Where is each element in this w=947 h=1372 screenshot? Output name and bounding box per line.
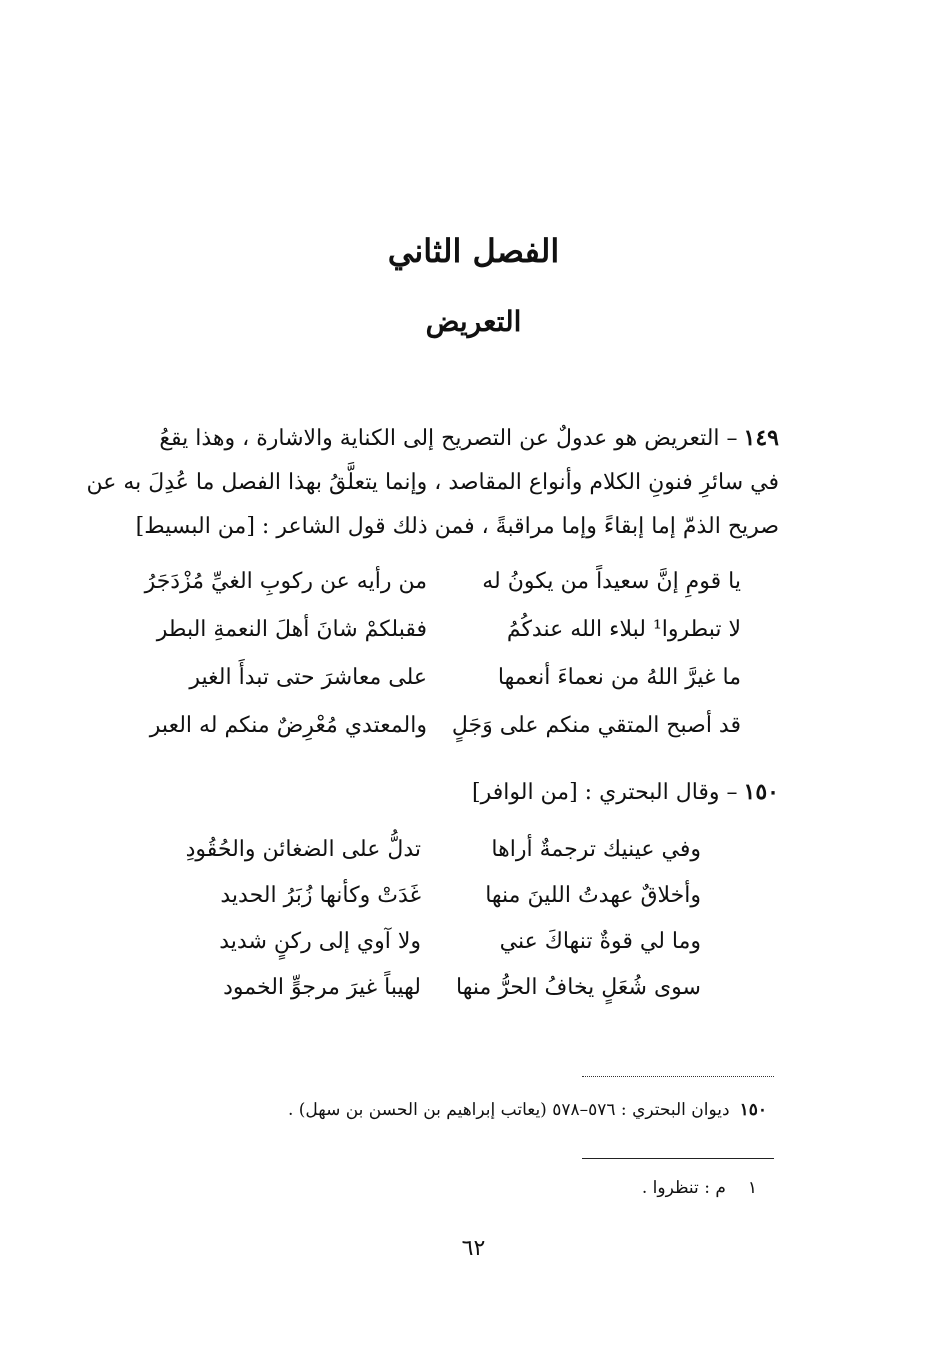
footnote-variant-text: م : تنظروا . xyxy=(641,1178,726,1198)
chapter-title: الفصل الثاني xyxy=(387,232,560,270)
verse-second-hemistich: من رأيه عن ركوبِ الغيِّ مُزْدَجَرُ xyxy=(144,569,427,594)
verse-first-hemistich: وفي عينيك ترجمةٌ أراها xyxy=(491,837,701,862)
verse-first-hemistich: سوى شُعَلٍ يخافُ الحرُّ منها xyxy=(456,975,701,1000)
paragraph-number: ١٤٩ xyxy=(743,425,779,451)
verse xyxy=(0,656,947,700)
paragraph-line: ١٥٠– وقال البحتري : [من الوافر] xyxy=(472,779,779,805)
verse-first-hemistich: ما غيرَّ اللهُ من نعماءَ أنعمها xyxy=(497,665,741,690)
verse xyxy=(0,966,947,1010)
verse-second-hemistich: تدلُّ على الضغائن والحُقُودِ xyxy=(185,837,421,862)
page-number: ٦٢ xyxy=(461,1236,486,1261)
verse-first-hemistich: لا تبطروا¹ لبلاء الله عندكُمُ xyxy=(506,617,741,642)
paragraph-line: ١٤٩– التعريض هو عدولٌ عن التصريح إلى الكناية والاشارة ، وهذا يقعُ xyxy=(159,425,779,451)
paragraph-number: ١٥٠ xyxy=(743,779,779,805)
verse-second-hemistich: لهيباً غيرَ مرجوٍّ الخمود xyxy=(223,975,421,1000)
verse xyxy=(0,704,947,748)
paragraph-149 xyxy=(86,416,779,549)
footnote-source xyxy=(288,1100,767,1120)
verse xyxy=(0,874,947,918)
footnote-variant xyxy=(642,1178,757,1198)
verse-second-hemistich: فقبلكمْ شانَ أهلَ النعمةِ البطر xyxy=(156,617,427,642)
verse xyxy=(0,608,947,652)
section-title: التعريض xyxy=(425,305,522,338)
verse-first-hemistich: وأخلاقٌ عهدتُ اللينَ منها xyxy=(485,883,701,908)
footnote-divider-dotted xyxy=(582,1076,774,1077)
paragraph-line: في سائرِ فنونِ الكلام وأنواع المقاصد ، وإنما يتعلَّقُ بهذا الفصل ما عُدِلَ به عن xyxy=(86,470,779,495)
footnote-source-number: ١٥٠ xyxy=(739,1100,767,1120)
verse xyxy=(0,920,947,964)
verse-first-hemistich: قد أصبح المتقي منكم على وَجَلٍ xyxy=(451,713,741,738)
footnote-variant-number: ١ xyxy=(747,1178,757,1198)
verse-second-hemistich: على معاشرَ حتى تبدأَ الغير xyxy=(189,665,427,690)
verse xyxy=(0,828,947,872)
footnote-source-text: ديوان البحتري : ٥٧٦–٥٧٨ (يعاتب إبراهيم بن الحسن بن سهل) . xyxy=(287,1100,730,1120)
paragraph-line: صريح الذمّ إما إبقاءً وإما مراقبةً ، فمن ذلك قول الشاعر : [من البسيط] xyxy=(135,514,779,539)
verse-first-hemistich: وما لي قوةٌ تنهاكَ عني xyxy=(499,929,701,954)
verse-second-hemistich: غَدَتْ وكأنها زُبَرُ الحديد xyxy=(220,883,421,908)
paragraph-150 xyxy=(159,770,779,815)
verse-first-hemistich: يا قومِ إنَّ سعيداً من يكونُ له xyxy=(482,569,741,594)
verse-second-hemistich: ولا آوي إلى ركنٍ شديد xyxy=(219,929,421,954)
footnote-divider-solid xyxy=(582,1158,774,1159)
verse-second-hemistich: والمعتدي مُعْرِضٌ منكم له العبر xyxy=(149,713,427,738)
verse xyxy=(0,560,947,604)
